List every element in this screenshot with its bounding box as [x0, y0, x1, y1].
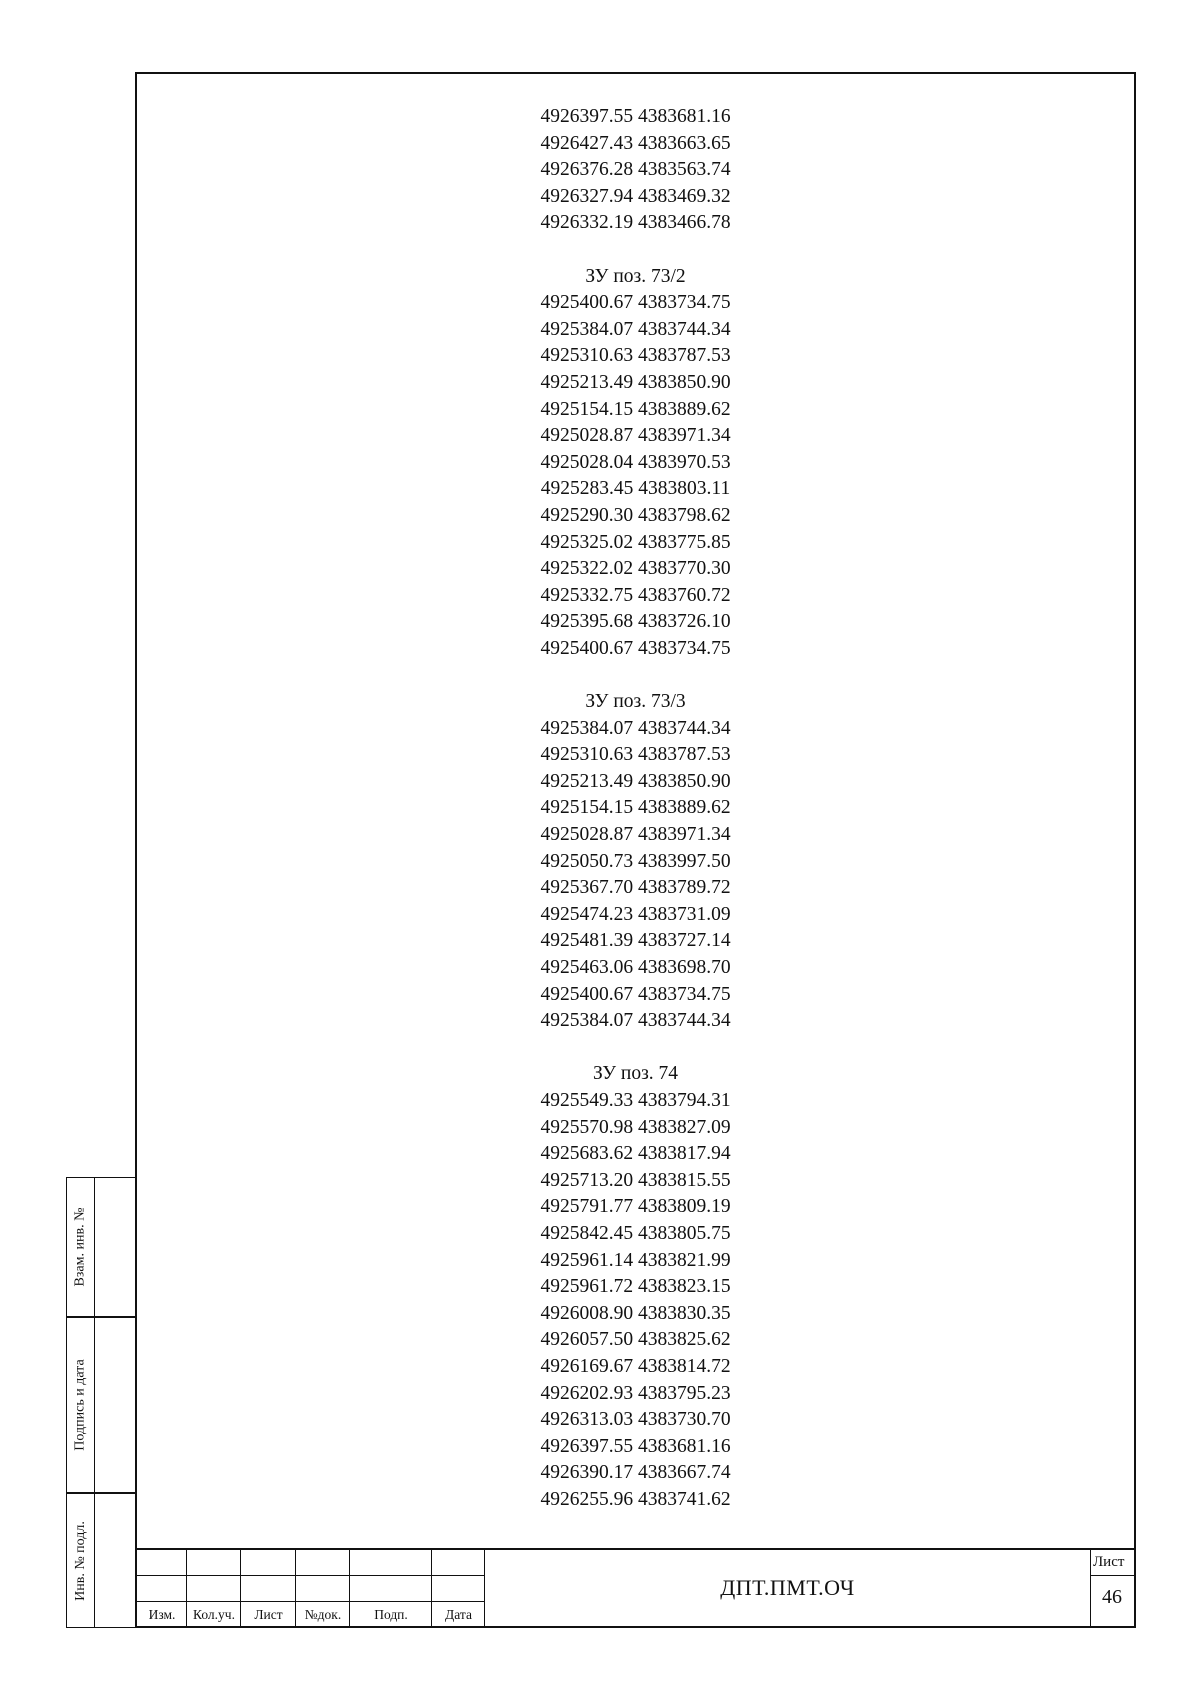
stamp-value-replacement-inventory: [95, 1177, 135, 1317]
coordinate-row: 4925384.07 4383744.34: [540, 717, 731, 739]
coordinate-row: 4926057.50 4383825.62: [540, 1329, 731, 1351]
coordinate-row: 4925683.62 4383817.94: [540, 1143, 731, 1165]
blank-line: [137, 237, 1134, 264]
tb-caption-izm: Изм.: [148, 1607, 176, 1622]
coordinate-row: 4925961.72 4383823.15: [540, 1276, 731, 1298]
coordinate-row: 4926390.17 4383667.74: [540, 1462, 731, 1484]
coordinate-row: 4925154.15 4383889.62: [540, 797, 731, 819]
coordinate-row: 4925384.07 4383744.34: [540, 1010, 731, 1032]
coordinate-row: 4925213.49 4383850.90: [540, 371, 731, 393]
coordinate-row: 4925310.63 4383787.53: [540, 345, 731, 367]
coordinates-list: [137, 104, 1134, 1513]
coordinate-row: 4925154.15 4383889.62: [540, 398, 731, 420]
stamp-replacement-inventory: [66, 1177, 135, 1317]
coordinate-row: 4926376.28 4383563.74: [540, 159, 731, 181]
coordinate-row: 4925367.70 4383789.72: [540, 877, 731, 899]
section-heading: ЗУ поз. 73/3: [585, 691, 686, 713]
coordinate-row: 4925290.30 4383798.62: [540, 504, 731, 526]
coordinate-row: 4925332.75 4383760.72: [540, 584, 731, 606]
coordinate-row: 4925400.67 4383734.75: [540, 292, 731, 314]
coordinate-row: 4925384.07 4383744.34: [540, 318, 731, 340]
section-heading: ЗУ поз. 73/2: [585, 265, 686, 287]
coordinate-row: 4925325.02 4383775.85: [540, 531, 731, 553]
coordinate-row: 4925028.87 4383971.34: [540, 824, 731, 846]
tb-sheet-divider: [1090, 1550, 1091, 1626]
coordinate-row: 4925842.45 4383805.75: [540, 1222, 731, 1244]
coordinate-row: 4925400.67 4383734.75: [540, 637, 731, 659]
stamp-label-replacement-inventory: Взам. инв. №: [72, 1207, 88, 1287]
tb-caption-list: Лист: [254, 1607, 283, 1622]
coordinate-row: 4925481.39 4383727.14: [540, 930, 731, 952]
coordinate-row: 4925713.20 4383815.55: [540, 1169, 731, 1191]
coordinate-row: 4926332.19 4383466.78: [540, 212, 731, 234]
stamp-original-inventory: [66, 1493, 135, 1628]
coordinate-row: 4926397.55 4383681.16: [540, 106, 731, 127]
title-block: [137, 1548, 1134, 1626]
coordinate-row: 4925961.14 4383821.99: [540, 1249, 731, 1271]
coordinate-row: 4925395.68 4383726.10: [540, 611, 731, 633]
coordinate-row: 4925283.45 4383803.11: [540, 478, 731, 500]
tb-caption-data: Дата: [445, 1607, 472, 1622]
side-stamps: [66, 1177, 135, 1628]
tb-caption-ndok: №док.: [304, 1607, 342, 1622]
coordinate-row: 4926202.93 4383795.23: [540, 1382, 731, 1404]
coordinate-row: 4925322.02 4383770.30: [540, 558, 731, 580]
coordinate-row: 4926397.55 4383681.16: [540, 1435, 731, 1457]
coordinate-row: 4925474.23 4383731.09: [540, 903, 731, 925]
coordinate-row: 4926427.43 4383663.65: [540, 132, 731, 154]
page-frame: [135, 72, 1136, 1628]
coordinate-row: 4925463.06 4383698.70: [540, 957, 731, 978]
coordinate-row: 4925791.77 4383809.19: [540, 1196, 731, 1218]
stamp-value-original-inventory: [95, 1493, 135, 1628]
sheet-label: Лист: [1093, 1554, 1125, 1570]
coordinate-row: 4925213.49 4383850.90: [540, 770, 731, 792]
coordinate-row: 4926008.90 4383830.35: [540, 1302, 731, 1324]
tb-caption-kol: Кол.уч.: [193, 1607, 235, 1622]
stamp-value-signature-date: [95, 1317, 135, 1493]
blank-line: [137, 662, 1134, 689]
coordinate-row: 4925028.04 4383970.53: [540, 451, 731, 473]
coordinate-row: 4925028.87 4383971.34: [540, 425, 731, 447]
section-heading: ЗУ поз. 74: [592, 1063, 679, 1085]
document-code: ДПТ.ПМТ.ОЧ: [720, 1575, 855, 1600]
coordinate-row: 4925050.73 4383997.50: [540, 850, 731, 872]
stamp-label-original-inventory: Инв. № подл.: [72, 1520, 88, 1601]
coordinate-row: 4925400.67 4383734.75: [540, 983, 731, 1005]
coordinate-row: 4926169.67 4383814.72: [540, 1355, 731, 1377]
tb-sheet-row: [1090, 1575, 1136, 1576]
stamp-signature-date: [66, 1317, 135, 1493]
tb-row-2: [137, 1601, 485, 1602]
coordinate-row: 4926255.96 4383741.62: [540, 1488, 731, 1510]
tb-caption-podp: Подп.: [374, 1607, 408, 1622]
coordinate-row: 4925310.63 4383787.53: [540, 744, 731, 766]
sheet-number: 46: [1102, 1586, 1122, 1608]
coordinate-row: 4926313.03 4383730.70: [540, 1409, 731, 1431]
coordinate-row: 4925570.98 4383827.09: [540, 1116, 731, 1138]
coordinate-row: 4925549.33 4383794.31: [540, 1089, 731, 1111]
blank-line: [137, 1035, 1134, 1062]
coordinate-row: 4926327.94 4383469.32: [540, 185, 731, 207]
tb-row-1: [137, 1575, 485, 1576]
stamp-label-signature-date: Подпись и дата: [72, 1359, 88, 1451]
